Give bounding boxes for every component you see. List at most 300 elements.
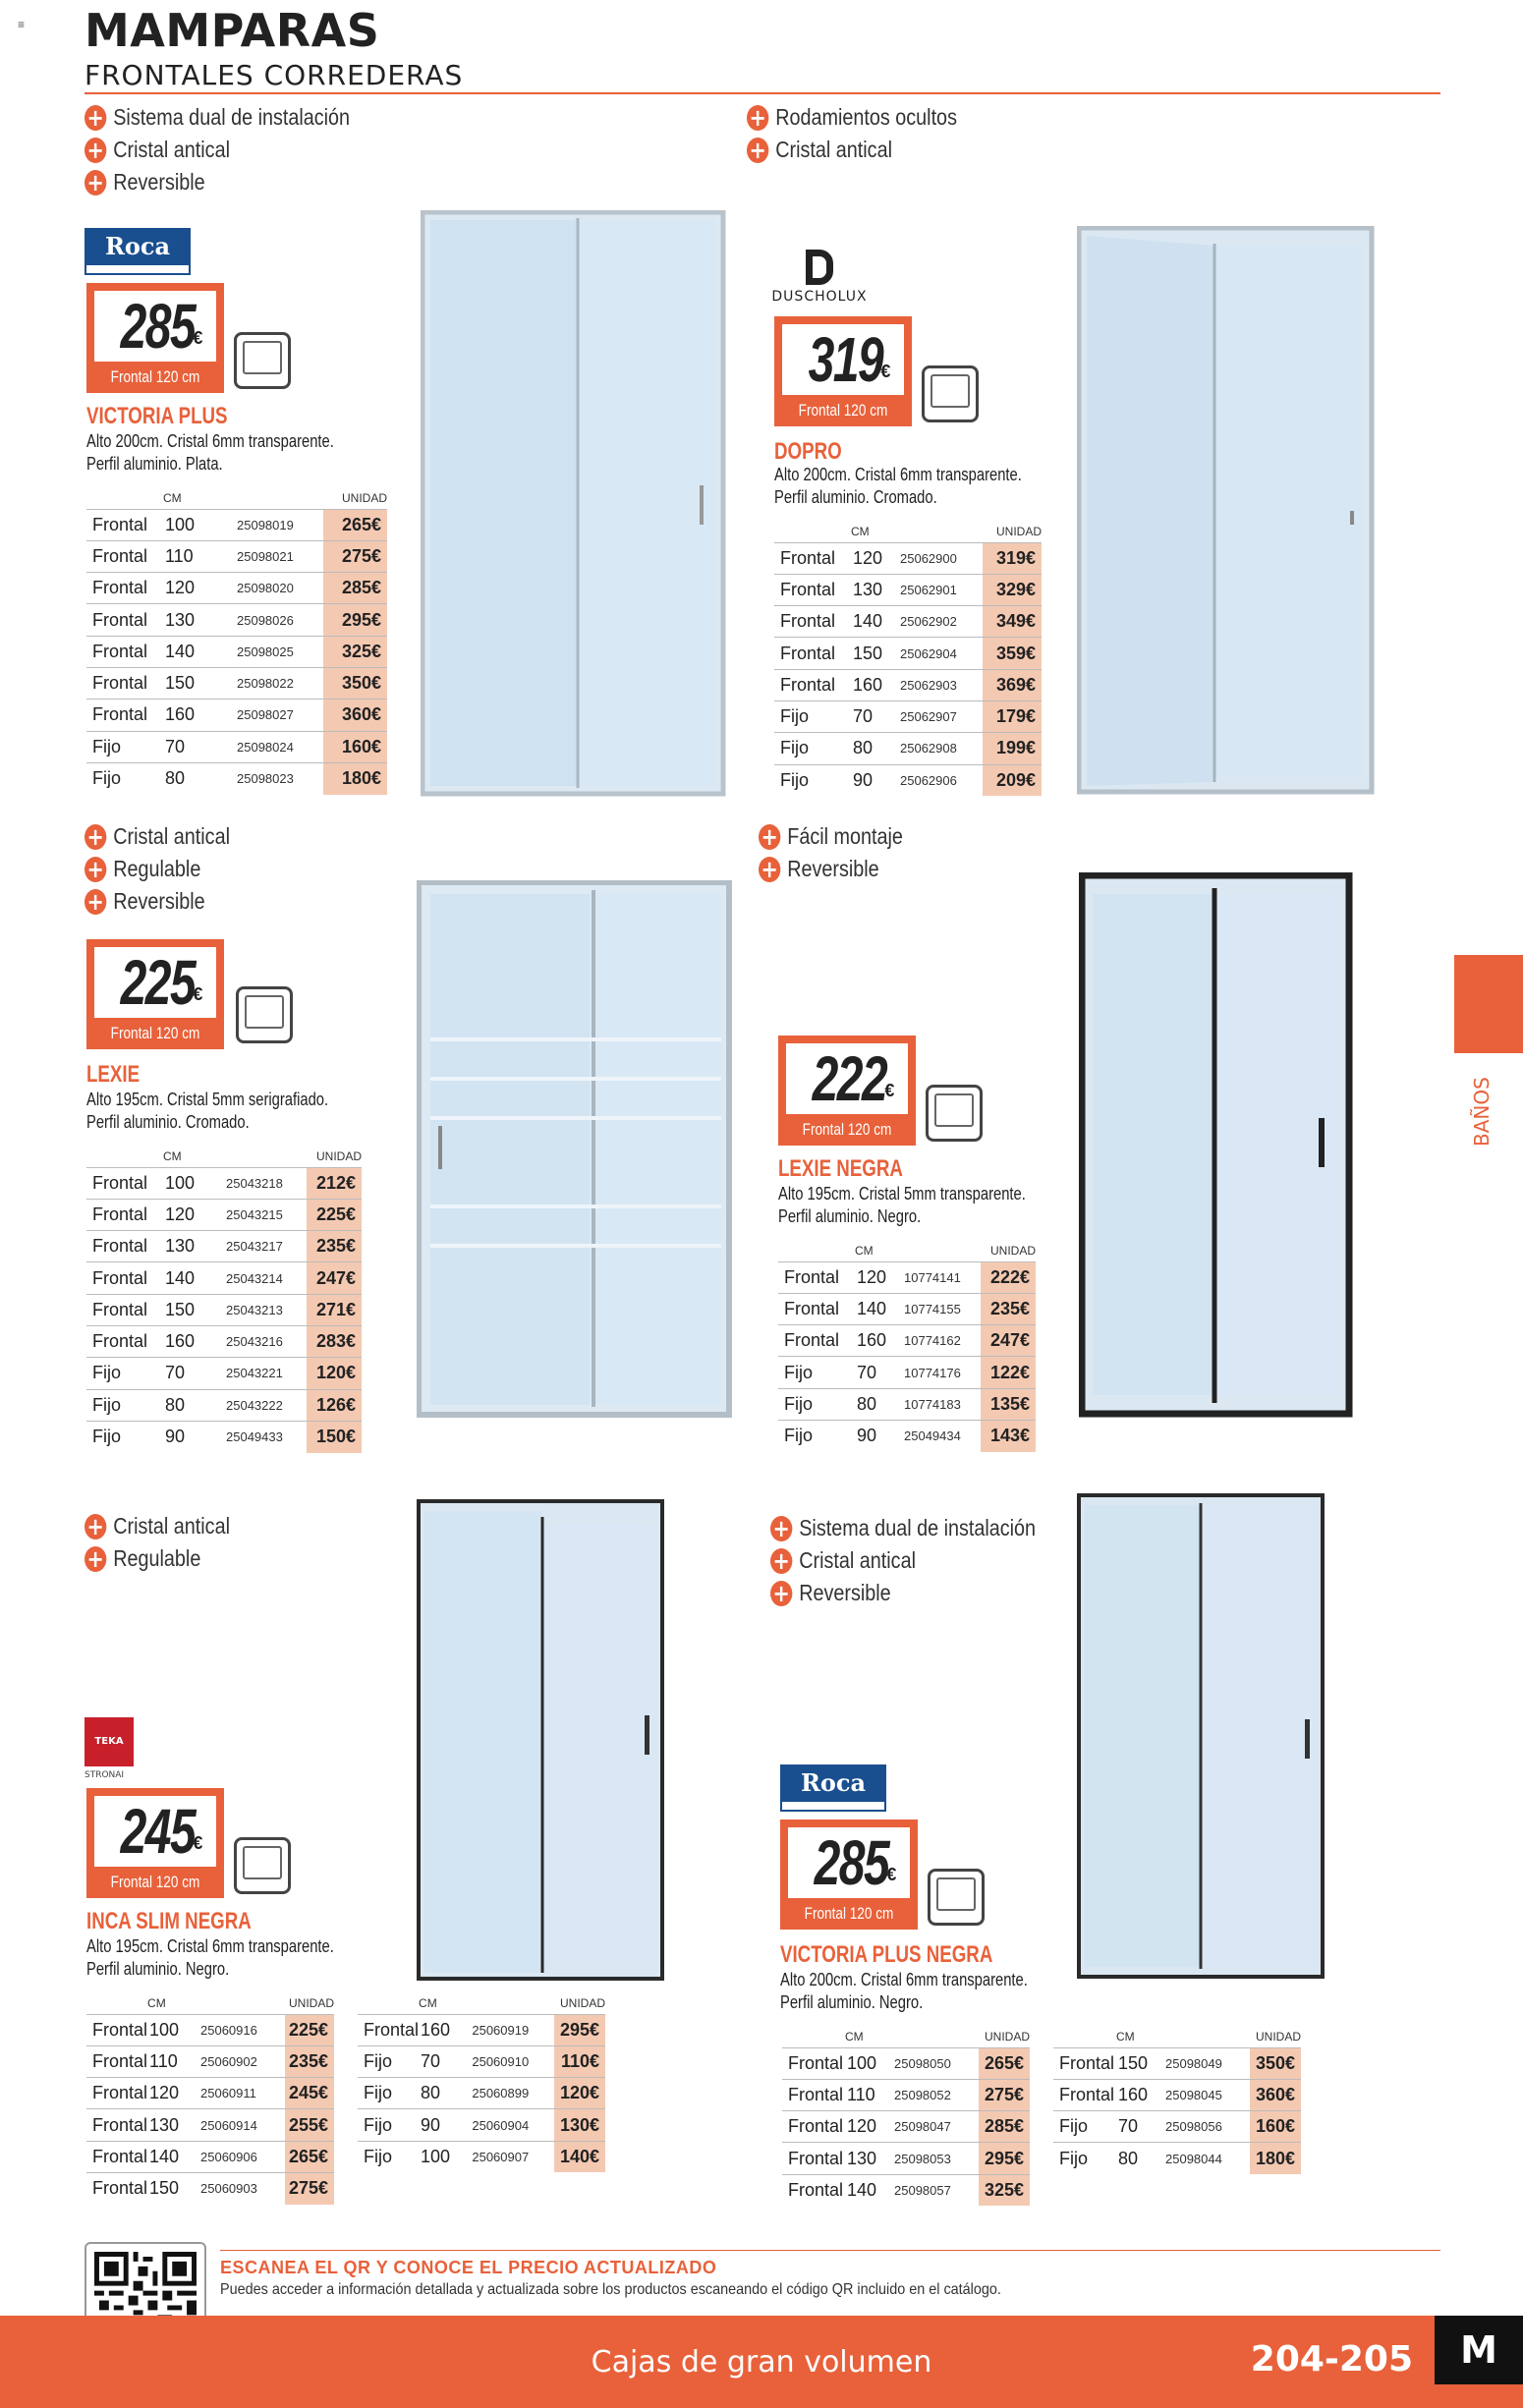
plus-circle-icon: + xyxy=(85,1546,106,1572)
row-size: 120 xyxy=(163,1199,226,1230)
row-price: 222€ xyxy=(981,1261,1036,1293)
product-name: LEXIE xyxy=(86,1061,141,1088)
plus-circle-icon: + xyxy=(747,138,768,163)
table-row xyxy=(86,1167,362,1199)
feature-item: + Reversible xyxy=(759,856,903,882)
row-size: 130 xyxy=(851,574,900,605)
row-price: 247€ xyxy=(307,1262,362,1294)
row-code: 25060906 xyxy=(200,2141,285,2172)
price-badge: 285 € Frontal 120 cm xyxy=(780,1820,918,1930)
table-row xyxy=(358,2141,605,2172)
row-code: 25098056 xyxy=(1165,2111,1250,2143)
feature-item: + Regulable xyxy=(85,1545,230,1572)
row-size: 100 xyxy=(163,1167,226,1199)
row-code: 10774141 xyxy=(904,1261,981,1293)
table-row xyxy=(86,1231,362,1262)
row-type: Frontal xyxy=(86,2141,147,2172)
row-size: 70 xyxy=(419,2045,472,2077)
table-row xyxy=(86,636,387,667)
row-price: 235€ xyxy=(981,1293,1036,1324)
row-type: Frontal xyxy=(86,1294,163,1325)
row-type: Frontal xyxy=(86,2172,147,2204)
row-size: 110 xyxy=(845,2079,894,2110)
plus-circle-icon: + xyxy=(85,857,106,882)
row-type: Frontal xyxy=(358,2014,419,2045)
table-row xyxy=(86,1325,362,1357)
row-type: Frontal xyxy=(774,542,851,574)
row-price: 360€ xyxy=(1250,2079,1301,2110)
table-row xyxy=(86,1358,362,1389)
shower-screen-image xyxy=(1077,226,1376,796)
row-code: 25098026 xyxy=(237,604,323,636)
plus-circle-icon: + xyxy=(770,1581,792,1606)
product-desc: Alto 195cm. Cristal 6mm transparente. Perfil aluminio. Negro. xyxy=(86,1936,334,1979)
product-name: VICTORIA PLUS NEGRA xyxy=(780,1941,993,1968)
row-type: Fijo xyxy=(774,700,851,732)
plus-circle-icon: + xyxy=(85,824,106,850)
row-size: 90 xyxy=(163,1421,226,1452)
footer xyxy=(0,2316,1523,2408)
feature-item: + Rodamientos ocultos xyxy=(747,104,957,131)
row-code: 10774176 xyxy=(904,1357,981,1388)
row-size: 70 xyxy=(851,700,900,732)
row-code: 25098021 xyxy=(237,540,323,572)
row-size: 100 xyxy=(147,2014,200,2045)
row-price: 120€ xyxy=(554,2078,605,2109)
row-price: 285€ xyxy=(323,573,387,604)
row-code: 25060907 xyxy=(472,2141,554,2172)
price-value: 285 xyxy=(120,291,195,362)
row-code: 10774162 xyxy=(904,1325,981,1357)
table-row xyxy=(774,574,1042,605)
table-row xyxy=(86,2045,334,2077)
row-type: Fijo xyxy=(1053,2143,1116,2174)
row-price: 160€ xyxy=(323,731,387,762)
feature-item: + Reversible xyxy=(770,1580,1036,1606)
row-price: 225€ xyxy=(285,2014,334,2045)
row-code: 25062906 xyxy=(900,764,983,796)
row-code: 25060903 xyxy=(200,2172,285,2204)
row-type: Frontal xyxy=(86,636,163,667)
row-price: 110€ xyxy=(554,2045,605,2077)
row-price: 150€ xyxy=(307,1421,362,1452)
row-type: Frontal xyxy=(782,2143,845,2174)
row-type: Fijo xyxy=(86,1389,163,1421)
row-type: Frontal xyxy=(86,604,163,636)
feature-list xyxy=(85,823,254,915)
brand-logo: M xyxy=(1435,2316,1523,2384)
row-code: 25062902 xyxy=(900,606,983,638)
row-type: Frontal xyxy=(86,509,163,540)
row-type: Fijo xyxy=(86,762,163,794)
row-type: Frontal xyxy=(86,2078,147,2109)
section-tab[interactable] xyxy=(1454,955,1523,1053)
row-size: 160 xyxy=(855,1325,904,1357)
page-numbers: 204-205 xyxy=(1250,2339,1413,2380)
header-divider xyxy=(85,92,1440,94)
duscholux-logo: DUSCHOLUX xyxy=(770,250,869,305)
row-code: 25043214 xyxy=(226,1262,307,1294)
row-type: Frontal xyxy=(86,1262,163,1294)
row-size: 70 xyxy=(163,1358,226,1389)
table-row xyxy=(86,2172,334,2204)
row-code: 25098044 xyxy=(1165,2143,1250,2174)
row-type: Frontal xyxy=(86,540,163,572)
row-code: 25060904 xyxy=(472,2109,554,2141)
product-name: INCA SLIM NEGRA xyxy=(86,1908,252,1934)
teka-logo: TEKA STRONAI xyxy=(85,1717,134,1780)
row-size: 120 xyxy=(855,1261,904,1293)
row-code: 25060919 xyxy=(472,2014,554,2045)
row-price: 209€ xyxy=(983,764,1042,796)
feature-item: + Cristal antical xyxy=(770,1547,1036,1574)
feature-item: + Cristal antical xyxy=(85,137,350,163)
page-subtitle: FRONTALES CORREDERAS xyxy=(85,59,464,91)
tv-icon xyxy=(922,365,979,422)
table-row xyxy=(86,604,387,636)
row-price: 283€ xyxy=(307,1325,362,1357)
row-code: 25098050 xyxy=(894,2047,979,2079)
row-size: 80 xyxy=(163,762,237,794)
plus-circle-icon: + xyxy=(770,1516,792,1541)
row-price: 360€ xyxy=(323,700,387,731)
row-type: Frontal xyxy=(86,1199,163,1230)
price-label: Frontal 120 cm xyxy=(798,401,888,420)
row-size: 140 xyxy=(163,636,237,667)
table-row xyxy=(1053,2047,1301,2079)
row-size: 90 xyxy=(419,2109,472,2141)
row-size: 140 xyxy=(851,606,900,638)
row-code: 25043216 xyxy=(226,1325,307,1357)
feature-list xyxy=(747,104,991,163)
row-type: Frontal xyxy=(782,2079,845,2110)
row-code: 10774155 xyxy=(904,1293,981,1324)
tv-icon xyxy=(234,1837,291,1894)
price-label: Frontal 120 cm xyxy=(110,1024,200,1042)
table-row xyxy=(778,1325,1036,1357)
feature-item: + Reversible xyxy=(85,169,350,196)
row-size: 110 xyxy=(147,2045,200,2077)
table-row xyxy=(86,762,387,794)
row-type: Frontal xyxy=(778,1261,855,1293)
row-type: Fijo xyxy=(86,731,163,762)
table-row xyxy=(86,1199,362,1230)
shower-screen-image xyxy=(1077,1493,1325,1979)
table-row xyxy=(86,1262,362,1294)
row-size: 150 xyxy=(163,1294,226,1325)
row-price: 255€ xyxy=(285,2109,334,2141)
row-code: 25098022 xyxy=(237,667,323,699)
row-type: Fijo xyxy=(86,1358,163,1389)
plus-circle-icon: + xyxy=(747,105,768,131)
row-size: 100 xyxy=(163,509,237,540)
price-badge: 319 € Frontal 120 cm xyxy=(774,316,912,426)
qr-divider xyxy=(220,2250,1440,2251)
product-desc: Alto 200cm. Cristal 6mm transparente. Perfil aluminio. Plata. xyxy=(86,431,334,474)
row-size: 130 xyxy=(163,604,237,636)
row-price: 319€ xyxy=(983,542,1042,574)
table-row xyxy=(86,2109,334,2141)
table-row xyxy=(86,2141,334,2172)
table-row xyxy=(774,606,1042,638)
plus-circle-icon: + xyxy=(770,1548,792,1574)
plus-circle-icon: + xyxy=(85,889,106,915)
row-type: Frontal xyxy=(774,638,851,669)
row-size: 130 xyxy=(845,2143,894,2174)
row-code: 25062904 xyxy=(900,638,983,669)
table-row xyxy=(358,2109,605,2141)
row-price: 295€ xyxy=(554,2014,605,2045)
row-price: 275€ xyxy=(323,540,387,572)
row-price: 225€ xyxy=(307,1199,362,1230)
tv-icon xyxy=(236,986,293,1043)
row-type: Fijo xyxy=(358,2141,419,2172)
row-code: 25098023 xyxy=(237,762,323,794)
tv-icon xyxy=(234,332,291,389)
table-row xyxy=(778,1420,1036,1451)
row-type: Frontal xyxy=(774,606,851,638)
feature-item: + Reversible xyxy=(85,888,230,915)
row-price: 140€ xyxy=(554,2141,605,2172)
row-type: Frontal xyxy=(774,669,851,700)
row-price: 120€ xyxy=(307,1358,362,1389)
table-row xyxy=(86,1421,362,1452)
product-desc: Alto 200cm. Cristal 6mm transparente. Perfil aluminio. Cromado. xyxy=(774,465,1022,507)
row-size: 160 xyxy=(163,1325,226,1357)
row-size: 140 xyxy=(855,1293,904,1324)
row-price: 126€ xyxy=(307,1389,362,1421)
row-code: 25043222 xyxy=(226,1389,307,1421)
table-row xyxy=(782,2143,1030,2174)
table-row xyxy=(774,764,1042,796)
feature-item: + Cristal antical xyxy=(85,823,230,850)
row-price: 199€ xyxy=(983,733,1042,764)
row-price: 295€ xyxy=(323,604,387,636)
corner-menu-mark: ≡ xyxy=(18,18,26,31)
price-table: CM UNIDAD Frontal 120 25062900 319€ Frontal 130 25062901 329€ Frontal 140 25062902 349€ Frontal 150 25062904 359€ Frontal 160 25062903 369€ Fijo 70 25062907 179€ Fijo 80 25062908 199€ Fijo 90 25062906 209€ xyxy=(774,521,1042,796)
table-row xyxy=(1053,2079,1301,2110)
row-code: 25060916 xyxy=(200,2014,285,2045)
row-code: 25060902 xyxy=(200,2045,285,2077)
table-row xyxy=(86,573,387,604)
table-row xyxy=(358,2078,605,2109)
table-row xyxy=(778,1388,1036,1420)
table-row xyxy=(778,1293,1036,1324)
row-size: 120 xyxy=(851,542,900,574)
row-size: 150 xyxy=(163,667,237,699)
table-row xyxy=(86,1294,362,1325)
table-row xyxy=(86,700,387,731)
feature-item: + Sistema dual de instalación xyxy=(770,1515,1036,1541)
row-size: 80 xyxy=(163,1389,226,1421)
row-price: 349€ xyxy=(983,606,1042,638)
table-row xyxy=(86,1389,362,1421)
row-code: 25098020 xyxy=(237,573,323,604)
table-row xyxy=(1053,2143,1301,2174)
row-price: 350€ xyxy=(1250,2047,1301,2079)
feature-item: + Fácil montaje xyxy=(759,823,903,850)
row-price: 235€ xyxy=(307,1231,362,1262)
row-type: Fijo xyxy=(358,2078,419,2109)
row-size: 120 xyxy=(845,2111,894,2143)
row-price: 265€ xyxy=(323,509,387,540)
product-desc: Alto 195cm. Cristal 5mm transparente. Perfil aluminio. Negro. xyxy=(778,1184,1026,1226)
row-type: Frontal xyxy=(782,2174,845,2206)
row-type: Frontal xyxy=(86,667,163,699)
row-price: 135€ xyxy=(981,1388,1036,1420)
row-type: Fijo xyxy=(774,733,851,764)
row-code: 25098025 xyxy=(237,636,323,667)
row-code: 25062907 xyxy=(900,700,983,732)
row-size: 100 xyxy=(845,2047,894,2079)
price-badge: 225 € Frontal 120 cm xyxy=(86,939,224,1049)
row-size: 160 xyxy=(1116,2079,1165,2110)
feature-list xyxy=(759,823,927,882)
product-desc: Alto 195cm. Cristal 5mm serigrafiado. Perfil aluminio. Cromado. xyxy=(86,1090,329,1132)
footer-section: Cajas de gran volumen xyxy=(591,2345,932,2380)
roca-logo: Roca xyxy=(86,230,189,273)
row-type: Frontal xyxy=(86,2109,147,2141)
row-price: 369€ xyxy=(983,669,1042,700)
row-code: 25098047 xyxy=(894,2111,979,2143)
row-code: 25049434 xyxy=(904,1420,981,1451)
price-label: Frontal 120 cm xyxy=(110,367,200,386)
price-badge: 245 € Frontal 120 cm xyxy=(86,1788,224,1898)
row-size: 100 xyxy=(419,2141,472,2172)
price-label: Frontal 120 cm xyxy=(804,1904,894,1923)
row-price: 359€ xyxy=(983,638,1042,669)
price-table: CM UNIDAD Frontal 100 25043218 212€ Frontal 120 25043215 225€ Frontal 130 25043217 235€ Frontal 140 25043214 247€ Frontal 150 25043213 271€ Frontal 160 25043216 283€ Fijo 70 25043221 120€ Fijo 80 25043222 126€ Fijo 90 25049433 150€ xyxy=(86,1146,362,1453)
row-price: 350€ xyxy=(323,667,387,699)
table-row xyxy=(86,540,387,572)
table-row xyxy=(86,667,387,699)
table-row xyxy=(774,700,1042,732)
row-price: 179€ xyxy=(983,700,1042,732)
row-size: 80 xyxy=(1116,2143,1165,2174)
row-size: 70 xyxy=(163,731,237,762)
table-row xyxy=(774,542,1042,574)
product-desc: Alto 200cm. Cristal 6mm transparente. Perfil aluminio. Negro. xyxy=(780,1970,1028,2012)
shower-screen-image xyxy=(1079,872,1354,1419)
row-price: 275€ xyxy=(285,2172,334,2204)
price-label: Frontal 120 cm xyxy=(802,1120,892,1139)
row-price: 143€ xyxy=(981,1420,1036,1451)
row-type: Frontal xyxy=(86,1325,163,1357)
row-price: 130€ xyxy=(554,2109,605,2141)
price-table: CM UNIDAD Frontal 100 25098050 265€ Frontal 110 25098052 275€ Frontal 120 25098047 285€ Frontal 130 25098053 295€ Frontal 140 25098057 325€ xyxy=(782,2026,1030,2206)
row-size: 90 xyxy=(851,764,900,796)
plus-circle-icon: + xyxy=(759,824,780,850)
row-code: 25062908 xyxy=(900,733,983,764)
table-row xyxy=(774,669,1042,700)
row-code: 25098052 xyxy=(894,2079,979,2110)
plus-circle-icon: + xyxy=(85,170,106,196)
row-size: 150 xyxy=(851,638,900,669)
row-type: Frontal xyxy=(1053,2047,1116,2079)
table-row xyxy=(358,2014,605,2045)
table-row xyxy=(782,2079,1030,2110)
product-name: DOPRO xyxy=(774,438,842,465)
row-type: Frontal xyxy=(774,574,851,605)
row-type: Fijo xyxy=(358,2045,419,2077)
row-code: 25049433 xyxy=(226,1421,307,1452)
shower-screen-image xyxy=(421,210,727,800)
price-label: Frontal 120 cm xyxy=(110,1873,200,1891)
row-price: 265€ xyxy=(979,2047,1030,2079)
row-code: 25098053 xyxy=(894,2143,979,2174)
row-code: 25043213 xyxy=(226,1294,307,1325)
row-size: 160 xyxy=(851,669,900,700)
row-code: 10774183 xyxy=(904,1388,981,1420)
row-price: 275€ xyxy=(979,2079,1030,2110)
row-code: 25060914 xyxy=(200,2109,285,2141)
price-value: 225 xyxy=(120,947,195,1018)
row-price: 180€ xyxy=(323,762,387,794)
row-type: Fijo xyxy=(774,764,851,796)
row-code: 25043215 xyxy=(226,1199,307,1230)
plus-circle-icon: + xyxy=(85,1514,106,1540)
row-type: Frontal xyxy=(86,2045,147,2077)
row-code: 25060910 xyxy=(472,2045,554,2077)
table-row xyxy=(86,509,387,540)
row-type: Frontal xyxy=(778,1325,855,1357)
table-row xyxy=(782,2174,1030,2206)
row-code: 25098045 xyxy=(1165,2079,1250,2110)
row-type: Frontal xyxy=(782,2047,845,2079)
row-type: Fijo xyxy=(778,1420,855,1451)
row-size: 110 xyxy=(163,540,237,572)
row-price: 247€ xyxy=(981,1325,1036,1357)
table-row xyxy=(86,2014,334,2045)
row-size: 130 xyxy=(163,1231,226,1262)
feature-item: + Cristal antical xyxy=(747,137,957,163)
row-code: 25062901 xyxy=(900,574,983,605)
row-code: 25043217 xyxy=(226,1231,307,1262)
row-type: Frontal xyxy=(1053,2079,1116,2110)
row-type: Frontal xyxy=(782,2111,845,2143)
row-price: 180€ xyxy=(1250,2143,1301,2174)
row-code: 25098057 xyxy=(894,2174,979,2206)
price-table: CM UNIDAD Frontal 100 25098019 265€ Frontal 110 25098021 275€ Frontal 120 25098020 285€ Frontal 130 25098026 295€ Frontal 140 25098025 325€ Frontal 150 25098022 350€ Frontal 160 25098027 360€ Fijo 70 25098024 160€ Fijo 80 25098023 180€ xyxy=(86,487,387,795)
row-code: 25060899 xyxy=(472,2078,554,2109)
page-title: MAMPARAS xyxy=(85,4,380,57)
feature-list xyxy=(770,1515,1079,1606)
row-price: 122€ xyxy=(981,1357,1036,1388)
feature-list xyxy=(85,1513,254,1572)
row-price: 325€ xyxy=(979,2174,1030,2206)
price-badge: 285 € Frontal 120 cm xyxy=(86,283,224,393)
feature-item: + Cristal antical xyxy=(85,1513,230,1540)
row-code: 25098049 xyxy=(1165,2047,1250,2079)
price-value: 222 xyxy=(812,1043,886,1114)
plus-circle-icon: + xyxy=(85,105,106,131)
row-size: 80 xyxy=(855,1388,904,1420)
row-size: 120 xyxy=(147,2078,200,2109)
price-table: CM UNIDAD Frontal 160 25060919 295€ Fijo 70 25060910 110€ Fijo 80 25060899 120€ Fijo 90 25060904 130€ Fijo 100 25060907 140€ xyxy=(358,1992,605,2172)
row-type: Fijo xyxy=(358,2109,419,2141)
table-row xyxy=(774,638,1042,669)
section-tab-label: BAÑOS xyxy=(1470,1077,1494,1147)
table-row xyxy=(778,1261,1036,1293)
row-type: Fijo xyxy=(1053,2111,1116,2143)
row-price: 235€ xyxy=(285,2045,334,2077)
row-code: 25098024 xyxy=(237,731,323,762)
feature-item: + Regulable xyxy=(85,856,230,882)
row-size: 150 xyxy=(1116,2047,1165,2079)
roca-logo: Roca xyxy=(782,1766,884,1810)
price-value: 285 xyxy=(814,1827,888,1898)
row-type: Frontal xyxy=(86,700,163,731)
